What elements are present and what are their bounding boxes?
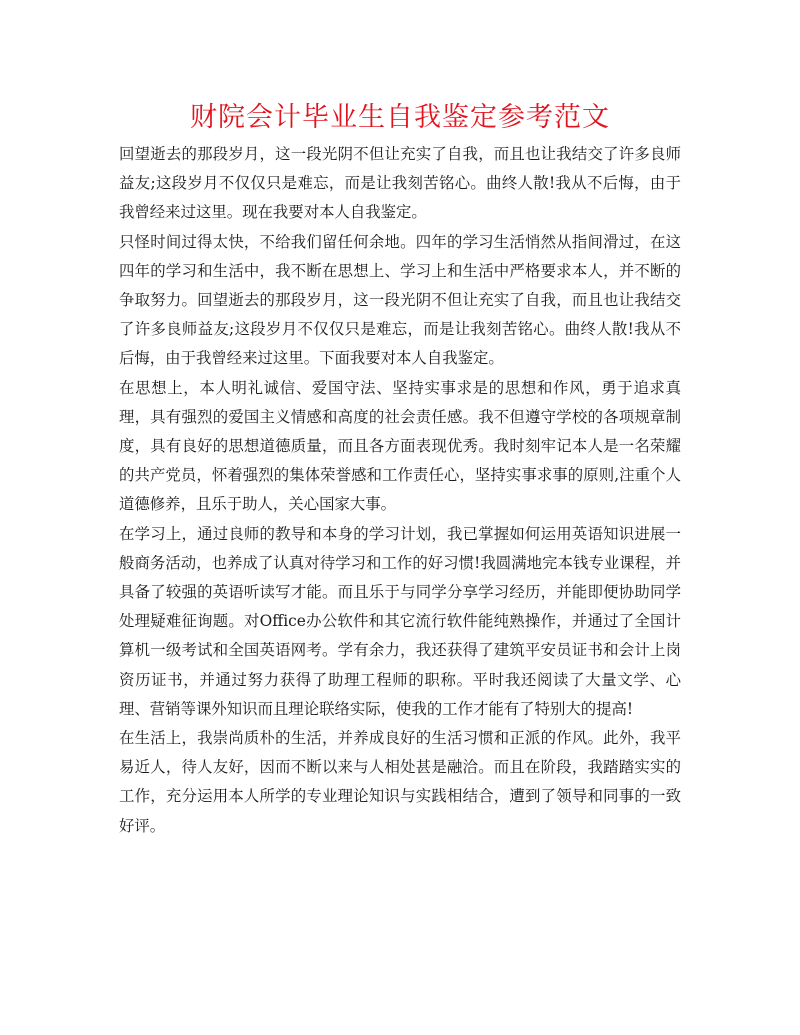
document-title: 财院会计毕业生自我鉴定参考范文 [190, 102, 610, 133]
paragraph-study: 在学习上，通过良师的教导和本身的学习计划，我已掌握如何运用英语知识进展一般商务活动，也养成了认真对待学习和工作的好习惯!我圆满地完本钱专业课程，并具备了较强的英语听读写才能。而且乐于与同学分享学习经历，并能即便协助同学处理疑难征询题。对Office办公软件和其它流行软件能纯熟操作，并通过了全国计算机一级考试和全国英语网考。学有余力，我还获得了建筑平安员证书和会计上岗资历证书，并通过努力获得了助理工程师的职称。平时我还阅读了大量文学、心理、营销等课外知识而且理论联络实际，使我的工作才能有了特别大的提高! [119, 524, 681, 718]
paragraph-thought: 在思想上，本人明礼诚信、爱国守法、坚持实事求是的思想和作风，勇于追求真理，具有强烈的爱国主义情感和高度的社会责任感。我不但遵守学校的各项规章制度，具有良好的思想道德质量，而且各方面表现优秀。我时刻牢记本人是一名荣耀的共产党员，怀着强烈的集体荣誉感和工作责任心，坚持实事求事的原则,注重个人道德修养，且乐于助人，关心国家大事。 [119, 378, 681, 514]
document-body [119, 140, 681, 841]
paragraph-life: 在生活上，我崇尚质朴的生活，并养成良好的生活习惯和正派的作风。此外，我平易近人，待人友好，因而不断以来与人相处甚是融洽。而且在阶段，我踏踏实实的工作，充分运用本人所学的专业理论知识与实践相结合，遭到了领导和同事的一致好评。 [119, 729, 681, 835]
paragraph-time: 只怪时间过得太快，不给我们留任何余地。四年的学习生活悄然从指间滑过，在这四年的学习和生活中，我不断在思想上、学习上和生活中严格要求本人，并不断的争取努力。回望逝去的那段岁月，这一段光阴不但让充实了自我，而且也让我结交了许多良师益友;这段岁月不仅仅只是难忘，而是让我刻苦铭心。曲终人散!我从不后悔，由于我曾经来过这里。下面我要对本人自我鉴定。 [119, 232, 681, 368]
paragraph-intro: 回望逝去的那段岁月，这一段光阴不但让充实了自我，而且也让我结交了许多良师益友;这段岁月不仅仅只是难忘，而是让我刻苦铭心。曲终人散!我从不后悔，由于我曾经来过这里。现在我要对本人自我鉴定。 [119, 145, 681, 222]
